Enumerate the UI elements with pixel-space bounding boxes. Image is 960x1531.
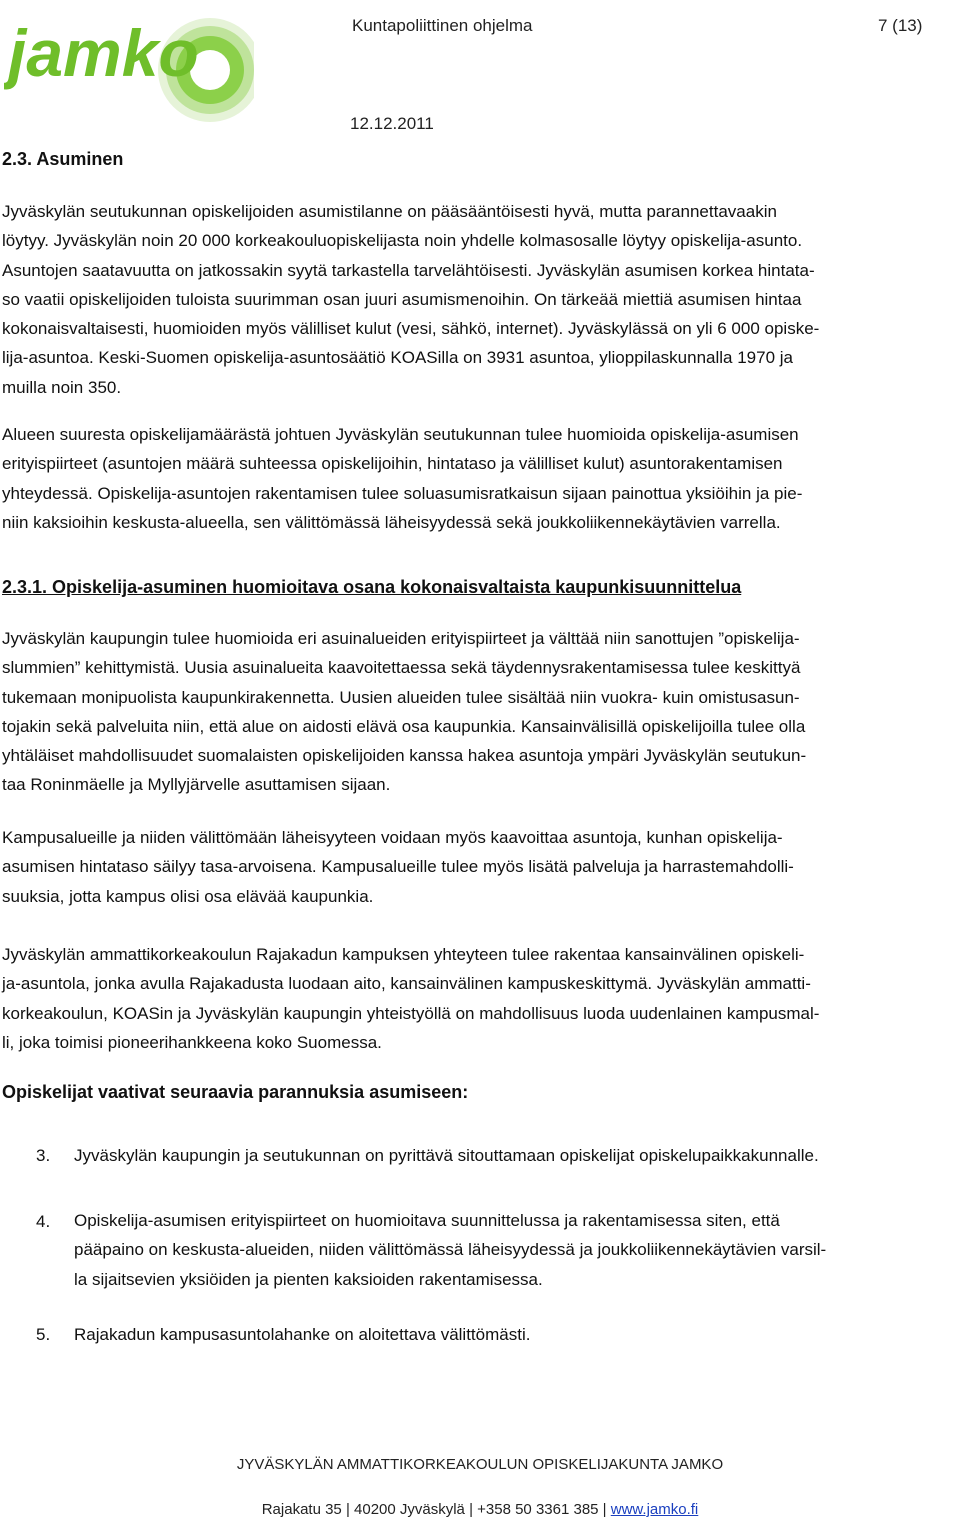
paragraph-campus: Kampusalueille ja niiden välittömään läheisyyteen voidaan myös kaavoittaa asuntoja, kunhan opiskelija- asumisen hintataso säilyy tasa-arvoisena. Kampusalueille tulee myös lisätä palveluja ja harrastemahdolli- suuksia, jotta kampus olisi osa elävää kaupunkia.	[2, 828, 794, 906]
list-item: Jyväskylän kaupungin ja seutukunnan on pyrittävä sitouttamaan opiskelijat opiskelupaikkakunnalle.	[74, 1146, 819, 1165]
website-link[interactable]: www.jamko.fi	[610, 1501, 699, 1518]
list-item: Rajakadun kampusasuntolahanke on aloitettava välittömästi.	[74, 1325, 531, 1344]
list-item-number: 4.	[36, 1212, 51, 1231]
list-item-number: 3.	[36, 1146, 51, 1165]
paragraph-area: Alueen suuresta opiskelijamäärästä johtuen Jyväskylän seutukunnan tulee huomioida opiskelija-asumisen erityispiirteet (asuntojen määrä suhteessa opiskelijoihin, hintataso ja välilliset kulut) asuntorakentamisen yhteydessä. Opiskelija-asuntojen rakentamisen tulee soluasumisratkaisun sijaan painottua yksiöihin ja pie- niin kaksioihin keskusta-alueella, sen välittömässä läheisyydessä sekä joukkoliikennekäytävien varrella.	[2, 425, 803, 532]
section-title: 2.3. Asuminen	[2, 149, 124, 169]
footer-address: Rajakatu 35 | 40200 Jyväskylä | +358 50 3361 385 |	[261, 1501, 607, 1518]
paragraph-city-planning: Jyväskylän kaupungin tulee huomioida eri asuinalueiden erityispiirteet ja välttää niin sanottujen ”opiskelija- slummien” kehittymistä. Uusia asuinalueita kaavoitettaessa sekä täydennysrakentamisessa tulee keskittyä tukemaan monipuolista kaupunkirakennetta. Uusien alueiden tulee sisältää niin vuokra- kuin omistusasun- tojakin sekä palveluita niin, että alue on aidosti elävä osa kaupunkia. Kansainvälisillä opiskelijoilla tulee olla yhtäläiset mahdollisuudet suomalaisten opiskelijoiden kanssa hakea asuntoja ympäri Jyväskylän seutukun- taa Roninmäelle ja Myllyjärvelle asuttamisen sijaan.	[2, 629, 807, 795]
footer-organization: JYVÄSKYLÄN AMMATTIKORKEAKOULUN OPISKELIJAKUNTA JAMKO	[236, 1456, 724, 1473]
footer-contact	[0, 1501, 960, 1518]
logo-text: jamko	[8, 16, 199, 90]
document-date: 12.12.2011	[350, 114, 434, 133]
paragraph-intro: Jyväskylän seutukunnan opiskelijoiden asumistilanne on pääsääntöisesti hyvä, mutta parannettavaakin löytyy. Jyväskylän noin 20 000 korkeakouluopiskelijasta noin yhdelle kolmasosalle löytyy opiskelija-asunto. Asuntojen saatavuutta on jatkossakin syytä tarkastella tarvelähtöisesti. Jyväskylän asumisen korkea hintata- so vaatii opiskelijoiden tuloista suurimman osan juuri asumismenoihin. On tärkeää miettiä asumisen hintaa kokonaisvaltaisesti, huomioiden myös välilliset kulut (vesi, sähkö, internet). Jyväskylässä on yli 6 000 opiske- lija-asuntoa. Keski-Suomen opiskelija-asuntosäätiö KOASilla on 3931 asuntoa, ylioppilaskunnalla 1970 ja muilla noin 350.	[2, 202, 820, 397]
list-item: Opiskelija-asumisen erityispiirteet on huomioitava suunnittelussa ja rakentamisessa siten, että pääpaino on keskusta-alueiden, niiden välittömässä läheisyydessä ja joukkoliikennekäytävien varsil- la sijaitsevien yksiöiden ja pienten kaksioiden rakentamisessa.	[74, 1211, 827, 1289]
paragraph-rajakatu: Jyväskylän ammattikorkeakoulun Rajakadun kampuksen yhteyteen tulee rakentaa kansainvälinen opiskeli- ja-asuntola, jonka avulla Rajakadusta luodaan aito, kansainvälinen kampuskeskittymä. Jyväskylän ammatti- korkeakoulun, KOASin ja Jyväskylän kaupungin yhteistyöllä on mahdollisuus luoda uudenlainen kampusmal- li, joka toimisi pioneerihankkeena koko Suomessa.	[2, 945, 820, 1052]
document-title: Kuntapoliittinen ohjelma	[352, 16, 533, 35]
jamko-logo	[4, 4, 254, 126]
demands-title: Opiskelijat vaativat seuraavia parannuksia asumiseen:	[2, 1082, 469, 1102]
subsection-title: 2.3.1. Opiskelija-asuminen huomioitava osana kokonaisvaltaista kaupunkisuunnittelua	[2, 577, 742, 597]
list-item-number: 5.	[36, 1325, 51, 1344]
page-number: 7 (13)	[878, 16, 923, 35]
